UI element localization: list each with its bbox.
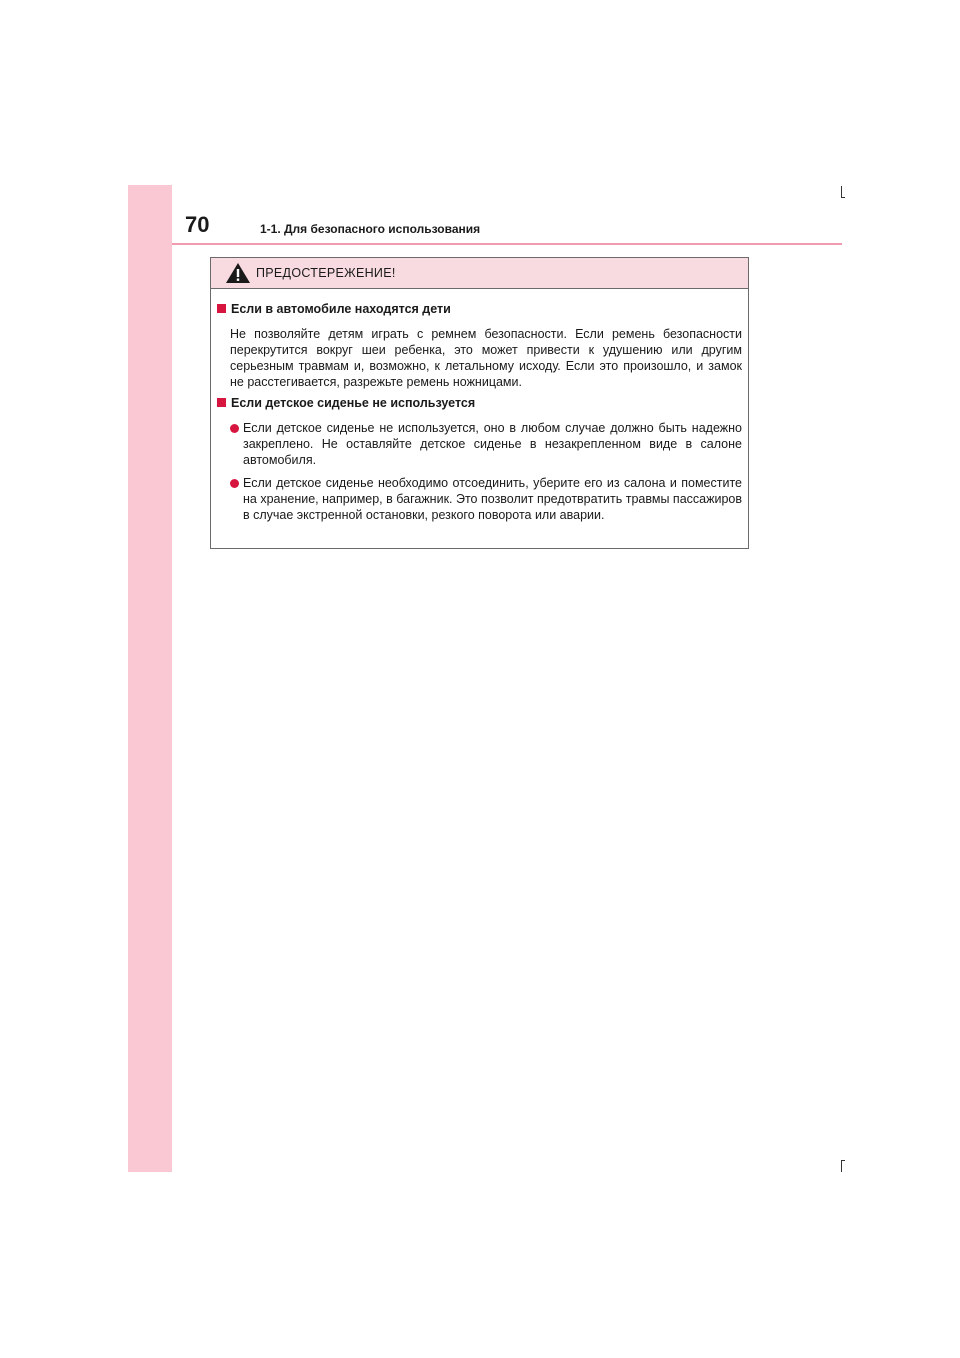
crop-mark-top-foot bbox=[841, 197, 845, 198]
round-bullet-icon bbox=[230, 424, 239, 433]
round-bullet-icon bbox=[230, 479, 239, 488]
crop-mark-bottom-foot bbox=[841, 1160, 845, 1161]
crop-mark-bottom bbox=[841, 1160, 842, 1172]
section-heading-child-seat bbox=[217, 395, 475, 411]
paragraph-children-warning: Не позволяйте детям играть с ремнем безопасности. Если ремень безопасности перекрутится вокруг шеи ребенка, это может привести к удушению или другим серьезным травмам и, возможно, к летальному исходу. Если это произошло, и замок не расстегивается, разрежьте ремень ножницами. bbox=[230, 327, 742, 389]
square-bullet-icon bbox=[217, 398, 226, 407]
warning-header bbox=[211, 258, 748, 289]
section-heading-children bbox=[217, 301, 451, 317]
section-heading-text: Если в автомобиле находятся дети bbox=[231, 302, 451, 316]
section-title: 1-1. Для безопасного использования bbox=[260, 222, 481, 236]
warning-box bbox=[210, 257, 749, 549]
section-heading-text: Если детское сиденье не используется bbox=[231, 396, 476, 410]
warning-title: ПРЕДОСТЕРЕЖЕНИЕ! bbox=[256, 266, 396, 280]
page-number: 70 bbox=[185, 212, 210, 237]
header-divider bbox=[172, 243, 842, 245]
square-bullet-icon bbox=[217, 304, 226, 313]
warning-triangle-icon bbox=[225, 262, 251, 284]
bullet-item: Если детское сиденье необходимо отсоединить, уберите его из салона и поместите на хранение, например, в багажник. Это позволит предотвратить травмы пассажиров в случае экстренной остановки, резкого поворота или аварии. bbox=[243, 476, 742, 522]
chapter-side-tab bbox=[128, 185, 172, 1172]
bullet-item: Если детское сиденье не используется, оно в любом случае должно быть надежно закреплено. Не оставляйте детское сиденье в незакрепленном виде в салоне автомобиля. bbox=[243, 421, 742, 467]
